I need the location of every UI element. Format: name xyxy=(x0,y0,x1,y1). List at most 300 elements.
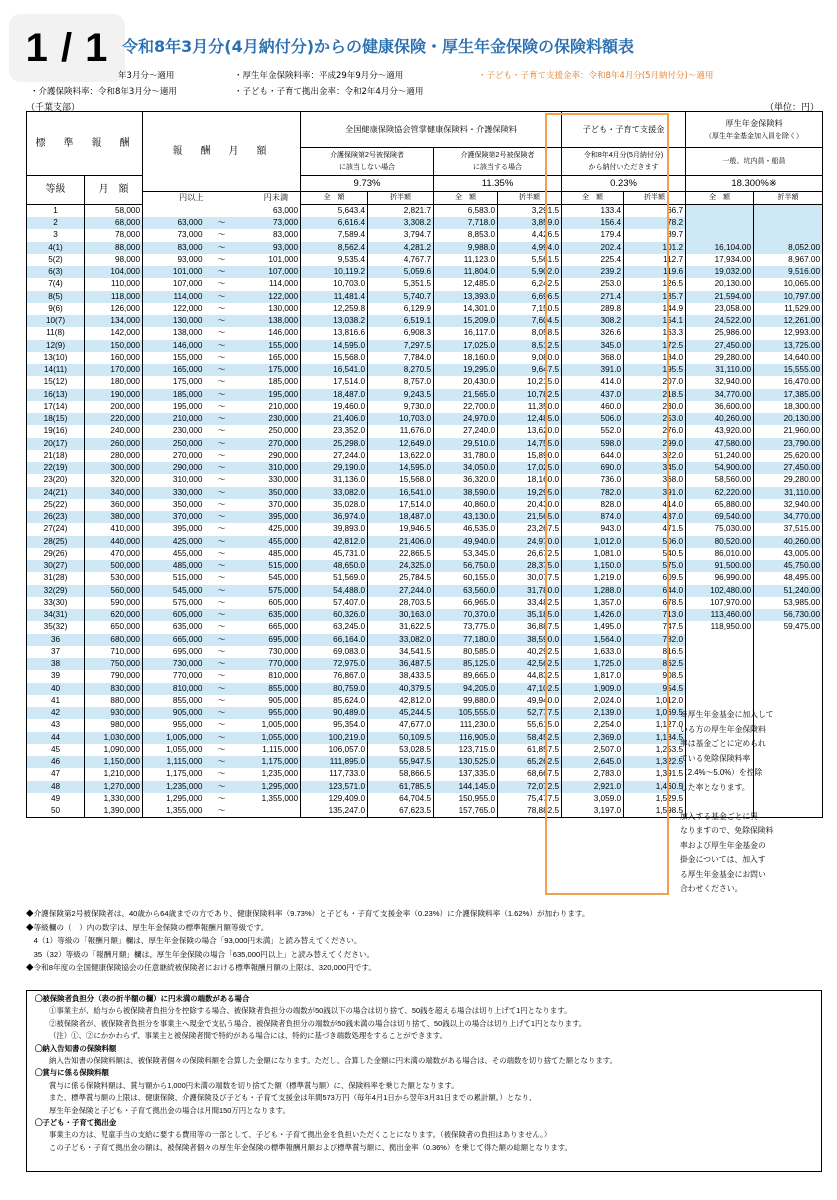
cell-col-6: 39,893.0 xyxy=(301,523,368,535)
header-half: 折半額 xyxy=(754,192,823,205)
cell-col-5: 290,000 xyxy=(239,450,301,462)
cell-col-12: 54,900.00 xyxy=(686,462,754,474)
cell-col-3: 210,000 xyxy=(143,413,205,425)
cell-col-5: 350,000 xyxy=(239,487,301,499)
cell-col-1: 32(29) xyxy=(27,585,85,597)
cell-col-13 xyxy=(754,683,823,695)
cell-col-12: 69,540.00 xyxy=(686,511,754,523)
cell-col-5: 122,000 xyxy=(239,291,301,303)
footnote-line: 4（1）等級の「報酬月額」欄は、厚生年金保険の場合「93,000円未満」と読み替えてください。 xyxy=(26,936,362,945)
pension-fund-note xyxy=(680,708,820,897)
cell-col-10: 2,783.0 xyxy=(562,768,624,780)
footnote-line: 35（32）等級の「報酬月額」欄は、厚生年金保険の場合「635,000円以上」と読み替えてください。 xyxy=(26,949,375,959)
cell-col-13 xyxy=(754,217,823,229)
table-row xyxy=(27,523,823,535)
cell-col-10: 1,012.0 xyxy=(562,536,624,548)
cell-col-7: 21,406.0 xyxy=(368,536,434,548)
cell-col-9: 55,615.0 xyxy=(498,719,562,731)
cell-col-12: 25,986.00 xyxy=(686,327,754,339)
cell-col-2: 1,330,000 xyxy=(85,793,143,805)
cell-col-7: 2,821.7 xyxy=(368,205,434,218)
cell-col-6: 95,354.0 xyxy=(301,719,368,731)
cell-col-10: 253.0 xyxy=(562,278,624,290)
cell-col-9: 42,562.5 xyxy=(498,658,562,670)
cell-col-4: ～ xyxy=(217,573,226,583)
cell-col-1: 17(14) xyxy=(27,401,85,413)
branch-label: （千葉支部） xyxy=(26,103,81,113)
cell-col-6: 31,136.0 xyxy=(301,474,368,486)
cell-col-9: 13,620.0 xyxy=(498,425,562,437)
header-half: 折半額 xyxy=(498,192,562,205)
cell-col-11: 322.0 xyxy=(624,450,686,462)
cell-col-3: 138,000 xyxy=(143,327,205,339)
cell-col-8: 15,209.0 xyxy=(434,315,498,327)
cell-col-11: 253.0 xyxy=(624,413,686,425)
cell-col-5: 485,000 xyxy=(239,548,301,560)
cell-col-3: 1,235,000 xyxy=(143,781,205,793)
cell-col-9: 9,080.0 xyxy=(498,352,562,364)
cell-col-5: 330,000 xyxy=(239,474,301,486)
cell-col-11: 1,127.0 xyxy=(624,719,686,731)
notes-text: また、標準賞与額の上限は、健康保険、介護保険及び子ども・子育て支援金は年間573万円（毎年4月1日から翌年3月31日までの累計額。）となり、 xyxy=(49,1093,537,1103)
cell-col-6: 129,409.0 xyxy=(301,793,368,805)
cell-col-10: 828.0 xyxy=(562,499,624,511)
cell-col-8: 56,750.0 xyxy=(434,560,498,572)
cell-col-4: ～ xyxy=(217,352,226,362)
cell-col-1: 38 xyxy=(27,658,85,670)
cell-col-4: ～ xyxy=(205,805,239,818)
cell-col-6: 117,733.0 xyxy=(301,768,368,780)
cell-col-8: 85,125.0 xyxy=(434,658,498,670)
cell-col-8: 53,345.0 xyxy=(434,548,498,560)
cell-col-4: ～ xyxy=(217,230,226,240)
cell-col-4: ～ xyxy=(217,377,226,387)
cell-col-6: 85,624.0 xyxy=(301,695,368,707)
cell-col-7: 12,649.0 xyxy=(368,438,434,450)
cell-col-9: 20,430.0 xyxy=(498,499,562,511)
cell-col-8: 29,510.0 xyxy=(434,438,498,450)
notes-text: 厚生年金保険と子ども・子育て拠出金の場合は月間150万円となります。 xyxy=(49,1105,290,1115)
table-row xyxy=(27,401,823,413)
cell-col-7: 16,541.0 xyxy=(368,487,434,499)
cell-col-13: 25,620.00 xyxy=(754,450,823,462)
cell-col-4: ～ xyxy=(217,671,226,681)
cell-col-8: 105,555.0 xyxy=(434,707,498,719)
cell-col-10: 308.2 xyxy=(562,315,624,327)
cell-col-13: 10,797.00 xyxy=(754,291,823,303)
cell-col-11: 609.5 xyxy=(624,572,686,584)
cell-col-6: 63,245.0 xyxy=(301,621,368,633)
cell-col-6: 9,535.4 xyxy=(301,254,368,266)
cell-col-1: 9(6) xyxy=(27,303,85,315)
cell-col-13: 51,240.00 xyxy=(754,585,823,597)
cell-col-6: 60,326.0 xyxy=(301,609,368,621)
cell-col-9: 15,890.0 xyxy=(498,450,562,462)
cell-col-8: 63,560.0 xyxy=(434,585,498,597)
cell-col-4: ～ xyxy=(205,340,239,352)
header-pension: 厚生年金保険料 （厚生年金基金加入員を除く） xyxy=(686,112,823,148)
cell-col-2: 790,000 xyxy=(85,670,143,682)
cell-col-12: 118,950.00 xyxy=(686,621,754,633)
cell-col-3: 1,005,000 xyxy=(143,732,205,744)
cell-col-4: ～ xyxy=(205,634,239,646)
cell-col-4: ～ xyxy=(217,401,226,411)
cell-col-5: 855,000 xyxy=(239,683,301,695)
cell-col-10: 1,288.0 xyxy=(562,585,624,597)
cell-col-7: 58,866.5 xyxy=(368,768,434,780)
cell-col-2: 380,000 xyxy=(85,511,143,523)
side-note-line: ている免除保険料率 xyxy=(680,753,751,763)
cell-col-7: 17,514.0 xyxy=(368,499,434,511)
cell-col-8: 116,905.0 xyxy=(434,732,498,744)
cell-col-2: 190,000 xyxy=(85,389,143,401)
rate-no-care: 9.73% xyxy=(301,176,434,192)
cell-col-5: 1,355,000 xyxy=(239,793,301,805)
cell-col-8: 19,295.0 xyxy=(434,364,498,376)
cell-col-10: 1,495.0 xyxy=(562,621,624,633)
cell-col-2: 500,000 xyxy=(85,560,143,572)
cell-col-3: 63,000 xyxy=(143,217,205,229)
cell-col-11: 954.5 xyxy=(624,683,686,695)
cell-col-11: 368.0 xyxy=(624,474,686,486)
cell-col-11: 195.5 xyxy=(624,364,686,376)
cell-col-6: 14,595.0 xyxy=(301,340,368,352)
notes-heading: ◯賞与に係る保険料額 xyxy=(35,1068,109,1078)
cell-col-6: 29,190.0 xyxy=(301,462,368,474)
table-row xyxy=(27,425,823,437)
cell-col-11: 782.0 xyxy=(624,634,686,646)
notes-heading: ◯納入告知書の保険料額 xyxy=(35,1043,117,1053)
cell-col-11: 678.5 xyxy=(624,597,686,609)
cell-col-3: 290,000 xyxy=(143,462,205,474)
cell-col-10: 1,219.0 xyxy=(562,572,624,584)
cell-col-12: 17,934.00 xyxy=(686,254,754,266)
cell-col-1: 7(4) xyxy=(27,278,85,290)
cell-col-11: 230.0 xyxy=(624,401,686,413)
cell-col-4: ～ xyxy=(217,524,226,534)
cell-col-6: 18,487.0 xyxy=(301,389,368,401)
cell-col-10: 1,564.0 xyxy=(562,634,624,646)
cell-col-10: 414.0 xyxy=(562,376,624,388)
cell-col-2: 98,000 xyxy=(85,254,143,266)
cell-col-8: 8,853.0 xyxy=(434,229,498,241)
cell-col-6: 80,759.0 xyxy=(301,683,368,695)
cell-col-2: 1,210,000 xyxy=(85,768,143,780)
cell-col-12: 32,940.00 xyxy=(686,376,754,388)
cell-col-10: 598.0 xyxy=(562,438,624,450)
cell-col-10: 271.4 xyxy=(562,291,624,303)
cell-col-4: ～ xyxy=(217,279,226,289)
cell-col-1: 30(27) xyxy=(27,560,85,572)
cell-col-1: 1 xyxy=(27,205,85,218)
cell-col-7: 31,622.5 xyxy=(368,621,434,633)
cell-col-10: 1,426.0 xyxy=(562,609,624,621)
cell-col-9: 30,077.5 xyxy=(498,572,562,584)
cell-col-1: 50 xyxy=(27,805,85,818)
cell-col-8: 18,160.0 xyxy=(434,352,498,364)
cell-col-7: 24,325.0 xyxy=(368,560,434,572)
cell-col-3: 370,000 xyxy=(143,511,205,523)
cell-col-9: 28,375.0 xyxy=(498,560,562,572)
cell-col-5: 107,000 xyxy=(239,266,301,278)
cell-col-5: 73,000 xyxy=(239,217,301,229)
cell-col-9: 6,696.5 xyxy=(498,291,562,303)
cell-col-1: 22(19) xyxy=(27,462,85,474)
table-row xyxy=(27,634,823,646)
cell-col-3: 605,000 xyxy=(143,609,205,621)
cell-col-7: 40,379.5 xyxy=(368,683,434,695)
top-note-right: ・子ども・子育て支援金率：令和8年4月分(5月納付分)～適用 xyxy=(478,71,714,81)
cell-col-7: 5,351.5 xyxy=(368,278,434,290)
cell-col-8: 12,485.0 xyxy=(434,278,498,290)
table-row xyxy=(27,499,823,511)
cell-col-6: 45,731.0 xyxy=(301,548,368,560)
cell-col-1: 36 xyxy=(27,634,85,646)
cell-col-11: 218.5 xyxy=(624,389,686,401)
cell-col-4: ～ xyxy=(217,426,226,436)
cell-col-2: 260,000 xyxy=(85,438,143,450)
cell-col-7: 33,082.0 xyxy=(368,634,434,646)
cell-col-5: 114,000 xyxy=(239,278,301,290)
cell-col-6: 11,481.4 xyxy=(301,291,368,303)
cell-col-8: 111,230.0 xyxy=(434,719,498,731)
cell-col-8: 14,301.0 xyxy=(434,303,498,315)
table-row xyxy=(27,229,823,241)
cell-col-3: 695,000 xyxy=(143,646,205,658)
cell-col-6: 111,895.0 xyxy=(301,756,368,768)
notes-text: ①事業主が、給与から被保険者負担分を控除する場合、被保険者負担分の端数が50銭以下の場合は切り捨て、50銭を超える場合は切り上げて1円となります。 xyxy=(49,1006,572,1016)
cell-col-13 xyxy=(754,229,823,241)
cell-col-13: 21,960.00 xyxy=(754,425,823,437)
table-row xyxy=(27,303,823,315)
cell-col-9: 33,482.5 xyxy=(498,597,562,609)
cell-col-9: 4,426.5 xyxy=(498,229,562,241)
header-child-sub: 令和8年4月分(5月納付分) から納付いただきます xyxy=(562,148,686,176)
side-note-line: る厚生年金基金にお問い xyxy=(680,869,766,879)
cell-col-1: 15(12) xyxy=(27,376,85,388)
cell-col-3: 1,055,000 xyxy=(143,744,205,756)
cell-col-3: 1,295,000 xyxy=(143,793,205,805)
cell-col-2: 590,000 xyxy=(85,597,143,609)
table-row xyxy=(27,217,823,229)
cell-col-7: 5,740.7 xyxy=(368,291,434,303)
cell-col-13: 14,640.00 xyxy=(754,352,823,364)
cell-col-1: 21(18) xyxy=(27,450,85,462)
cell-col-10: 943.0 xyxy=(562,523,624,535)
cell-col-5: 195,000 xyxy=(239,389,301,401)
cell-col-12: 21,594.00 xyxy=(686,291,754,303)
cell-col-1: 8(5) xyxy=(27,291,85,303)
footnote-line: ◆等級欄の（ ）内の数字は、厚生年金保険の標準報酬月額等級です。 xyxy=(26,922,269,932)
cell-col-4: ～ xyxy=(205,658,239,670)
cell-col-9: 7,150.5 xyxy=(498,303,562,315)
cell-col-5: 310,000 xyxy=(239,462,301,474)
cell-col-3: 230,000 xyxy=(143,425,205,437)
cell-col-7: 13,622.0 xyxy=(368,450,434,462)
cell-col-11: 816.5 xyxy=(624,646,686,658)
cell-col-8: 17,025.0 xyxy=(434,340,498,352)
cell-col-5: 955,000 xyxy=(239,707,301,719)
cell-col-8: 144,145.0 xyxy=(434,781,498,793)
table-row xyxy=(27,585,823,597)
cell-col-3: 310,000 xyxy=(143,474,205,486)
cell-col-1: 49 xyxy=(27,793,85,805)
cell-col-4: ～ xyxy=(217,303,226,313)
table-row xyxy=(27,389,823,401)
cell-col-12: 19,032.00 xyxy=(686,266,754,278)
cell-col-10: 225.4 xyxy=(562,254,624,266)
cell-col-9: 12,485.0 xyxy=(498,413,562,425)
cell-col-6: 13,038.2 xyxy=(301,315,368,327)
header-salary-range: 報 酬 月 額 xyxy=(143,112,301,192)
cell-col-13: 17,385.00 xyxy=(754,389,823,401)
cell-col-2: 340,000 xyxy=(85,487,143,499)
table-row xyxy=(27,340,823,352)
cell-col-11: 1,598.5 xyxy=(624,805,686,818)
notes-text: 事業主の方は、児童手当の支給に要する費用等の一部として、子ども・子育て拠出金を負担いただくことになります。（被保険者の負担はありません。） xyxy=(49,1130,552,1140)
cell-col-3: 73,000 xyxy=(143,229,205,241)
side-note-line xyxy=(680,795,820,810)
cell-col-10: 1,150.0 xyxy=(562,560,624,572)
cell-col-11: 437.0 xyxy=(624,511,686,523)
cell-col-10: 3,059.0 xyxy=(562,793,624,805)
cell-col-10: 1,725.0 xyxy=(562,658,624,670)
page-indicator: 1 / 1 xyxy=(9,14,125,82)
cell-col-6: 27,244.0 xyxy=(301,450,368,462)
cell-col-2: 118,000 xyxy=(85,291,143,303)
cell-col-5: 665,000 xyxy=(239,621,301,633)
cell-col-5: 905,000 xyxy=(239,695,301,707)
cell-col-5: 63,000 xyxy=(239,205,301,218)
cell-col-1: 27(24) xyxy=(27,523,85,535)
cell-col-9: 65,262.5 xyxy=(498,756,562,768)
cell-col-9: 35,185.0 xyxy=(498,609,562,621)
cell-col-4: ～ xyxy=(217,597,226,607)
cell-col-10: 2,645.0 xyxy=(562,756,624,768)
cell-col-4: ～ xyxy=(217,769,226,779)
cell-col-10: 2,921.0 xyxy=(562,781,624,793)
cell-col-8: 94,205.0 xyxy=(434,683,498,695)
header-monthly: 月 額 xyxy=(85,176,143,205)
cell-col-4: ～ xyxy=(217,646,226,656)
cell-col-3: 101,000 xyxy=(143,266,205,278)
cell-col-10: 1,081.0 xyxy=(562,548,624,560)
cell-col-12: 86,010.00 xyxy=(686,548,754,560)
cell-col-3: 1,175,000 xyxy=(143,768,205,780)
cell-col-8: 49,940.0 xyxy=(434,536,498,548)
cell-col-1: 31(28) xyxy=(27,572,85,584)
side-note-line: 加入する基金ごとに異 xyxy=(680,811,758,821)
cell-col-9: 19,295.0 xyxy=(498,487,562,499)
cell-col-7: 61,785.5 xyxy=(368,781,434,793)
cell-col-3: 130,000 xyxy=(143,315,205,327)
cell-col-8: 130,525.0 xyxy=(434,756,498,768)
cell-col-8: 34,050.0 xyxy=(434,462,498,474)
cell-col-7: 9,243.5 xyxy=(368,389,434,401)
table-row xyxy=(27,511,823,523)
cell-col-11: 66.7 xyxy=(624,205,686,218)
notes-text: （注）①、②にかかわらず、事業主と被保険者間で特約がある場合には、特約に基づき端数処理をすることができます。 xyxy=(49,1031,447,1041)
cell-col-8: 9,988.0 xyxy=(434,242,498,254)
table-row xyxy=(27,291,823,303)
cell-col-2: 560,000 xyxy=(85,585,143,597)
cell-col-1: 33(30) xyxy=(27,597,85,609)
cell-col-1: 48 xyxy=(27,781,85,793)
cell-col-1: 43 xyxy=(27,719,85,731)
cell-col-7: 11,676.0 xyxy=(368,425,434,437)
cell-col-11: 1,460.5 xyxy=(624,781,686,793)
table-row xyxy=(27,560,823,572)
cell-col-9: 10,782.5 xyxy=(498,389,562,401)
header-care: 介護保険第2号被保険者 に該当する場合 xyxy=(434,148,562,176)
cell-col-6: 35,028.0 xyxy=(301,499,368,511)
cell-col-2: 410,000 xyxy=(85,523,143,535)
cell-col-9: 24,970.0 xyxy=(498,536,562,548)
cell-col-2: 88,000 xyxy=(85,242,143,254)
cell-col-13 xyxy=(754,646,823,658)
table-row xyxy=(27,646,823,658)
cell-col-7: 64,704.5 xyxy=(368,793,434,805)
header-grade: 等級 xyxy=(27,176,85,205)
cell-col-2: 880,000 xyxy=(85,695,143,707)
notes-box xyxy=(26,990,822,1172)
cell-col-5: 93,000 xyxy=(239,242,301,254)
cell-col-2: 1,390,000 xyxy=(85,805,143,818)
header-yen-above: 円以上 円未満 xyxy=(143,192,301,205)
cell-col-4: ～ xyxy=(217,475,226,485)
cell-col-10: 2,024.0 xyxy=(562,695,624,707)
cell-col-9: 47,102.5 xyxy=(498,683,562,695)
cell-col-10: 133.4 xyxy=(562,205,624,218)
cell-col-7: 6,908.3 xyxy=(368,327,434,339)
cell-col-3: 855,000 xyxy=(143,695,205,707)
cell-col-11: 126.5 xyxy=(624,278,686,290)
cell-col-4: ～ xyxy=(205,756,239,768)
cell-col-12 xyxy=(686,634,754,646)
cell-col-11: 1,253.5 xyxy=(624,744,686,756)
table-row xyxy=(27,609,823,621)
cell-col-2: 104,000 xyxy=(85,266,143,278)
cell-col-6: 5,643.4 xyxy=(301,205,368,218)
cell-col-5: 810,000 xyxy=(239,670,301,682)
cell-col-1: 26(23) xyxy=(27,511,85,523)
cell-col-5: 605,000 xyxy=(239,597,301,609)
cell-col-1: 25(22) xyxy=(27,499,85,511)
cell-col-9: 5,902.0 xyxy=(498,266,562,278)
cell-col-10: 2,507.0 xyxy=(562,744,624,756)
cell-col-3: 905,000 xyxy=(143,707,205,719)
cell-col-7: 9,730.0 xyxy=(368,401,434,413)
cell-col-3: 185,000 xyxy=(143,389,205,401)
cell-col-3: 575,000 xyxy=(143,597,205,609)
cell-col-3: 515,000 xyxy=(143,572,205,584)
cell-col-8: 11,804.0 xyxy=(434,266,498,278)
cell-col-4: ～ xyxy=(217,695,226,705)
cell-col-8: 66,965.0 xyxy=(434,597,498,609)
cell-col-10: 782.0 xyxy=(562,487,624,499)
cell-col-8: 24,970.0 xyxy=(434,413,498,425)
cell-col-1: 23(20) xyxy=(27,474,85,486)
cell-col-4: ～ xyxy=(205,291,239,303)
cell-col-6: 69,083.0 xyxy=(301,646,368,658)
cell-col-2: 620,000 xyxy=(85,609,143,621)
cell-col-13: 8,967.00 xyxy=(754,254,823,266)
cell-col-11: 1,069.5 xyxy=(624,707,686,719)
cell-col-6: 15,568.0 xyxy=(301,352,368,364)
rate-care: 11.35% xyxy=(434,176,562,192)
cell-col-2: 220,000 xyxy=(85,413,143,425)
cell-col-7: 6,129.9 xyxy=(368,303,434,315)
